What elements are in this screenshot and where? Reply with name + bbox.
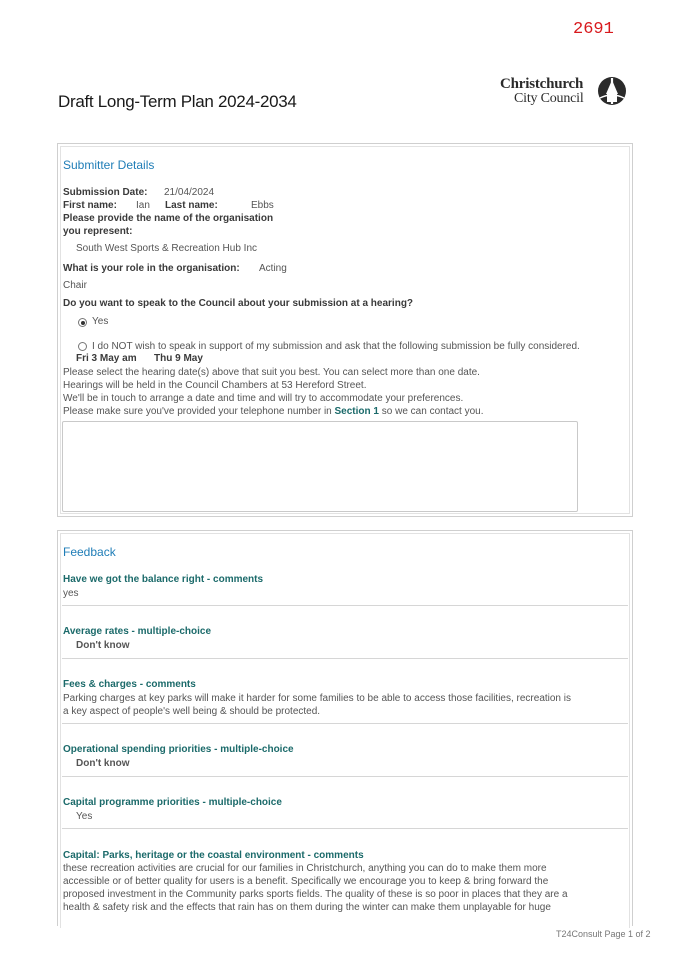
feedback-answer-capital-parks-line2: accessible or of better quality for users is a benefit. Specifically we encourage you to keep & bring forward the <box>63 876 549 887</box>
info4-post: so we can contact you. <box>378 406 484 417</box>
submitter-details-panel <box>57 143 633 517</box>
hearing-yes-radio[interactable] <box>78 318 87 327</box>
hearing-info-3: We'll be in touch to arrange a date and time and will try to accommodate your preferences. <box>63 393 464 404</box>
hearing-no-radio[interactable] <box>78 342 87 351</box>
hearing-no-label: I do NOT wish to speak in support of my submission and ask that the following submission be fully considered. <box>92 341 580 352</box>
divider <box>62 605 628 606</box>
hearing-date-2: Thu 9 May <box>154 353 203 364</box>
feedback-answer-capital-parks-line1: these recreation activities are crucial for our families in Christchurch, anything you can do to make them more <box>63 863 547 874</box>
organisation-question-line1: Please provide the name of the organisation <box>63 213 274 224</box>
divider <box>62 723 628 724</box>
council-logo <box>500 76 630 108</box>
feedback-answer-fees-line2: a key aspect of people's well being & should be protected. <box>63 706 321 717</box>
organisation-value: South West Sports & Recreation Hub Inc <box>76 243 258 254</box>
document-number: 2691 <box>573 20 614 39</box>
logo-line1: Christchurch <box>500 76 584 92</box>
feedback-answer-average-rates: Don't know <box>76 640 130 651</box>
feedback-panel <box>57 530 633 926</box>
submission-date-value: 21/04/2024 <box>164 187 215 198</box>
page-footer: T24Consult Page 1 of 2 <box>556 929 651 939</box>
hearing-comments-textarea[interactable] <box>62 421 578 512</box>
role-value-line1: Acting <box>259 263 287 274</box>
organisation-question-line2: you represent: <box>63 226 133 237</box>
feedback-answer-operational: Don't know <box>76 758 130 769</box>
section-1-link[interactable]: Section 1 <box>334 406 379 417</box>
feedback-answer-capital-parks-line4: health & safety risk and the effects that rain has on them during the winter can make them unplayable for huge <box>63 902 551 913</box>
hearing-info-2: Hearings will be held in the Council Chambers at 53 Hereford Street. <box>63 380 367 391</box>
first-name-label: First name: <box>63 200 117 211</box>
hearing-yes-label: Yes <box>92 316 109 327</box>
feedback-question-average-rates: Average rates - multiple-choice <box>63 626 212 637</box>
hearing-question: Do you want to speak to the Council about your submission at a hearing? <box>63 298 414 309</box>
feedback-answer-capital-programme: Yes <box>76 811 93 822</box>
logo-line2: City Council <box>514 91 584 106</box>
cathedral-icon <box>596 76 628 106</box>
first-name-value: Ian <box>136 200 150 211</box>
submission-date-label: Submission Date: <box>63 187 148 198</box>
last-name-value: Ebbs <box>251 200 274 211</box>
feedback-question-operational: Operational spending priorities - multiple-choice <box>63 744 294 755</box>
hearing-info-4 <box>63 406 484 418</box>
divider <box>62 828 628 829</box>
page-title: Draft Long-Term Plan 2024-2034 <box>58 92 297 111</box>
feedback-question-fees: Fees & charges - comments <box>63 679 196 690</box>
submitter-section-title: Submitter Details <box>63 158 155 172</box>
hearing-info-1: Please select the hearing date(s) above that suit you best. You can select more than one date. <box>63 367 480 378</box>
feedback-question-balance: Have we got the balance right - comments <box>63 574 264 585</box>
feedback-answer-capital-parks-line3: proposed investment in the Community parks sports fields. The quality of these is so poor in places that they are a <box>63 889 568 900</box>
last-name-label: Last name: <box>165 200 218 211</box>
role-question: What is your role in the organisation: <box>63 263 240 274</box>
feedback-answer-fees-line1: Parking charges at key parks will make it harder for some families to be able to access those facilities, recreation is <box>63 693 571 704</box>
divider <box>62 658 628 659</box>
feedback-section-title: Feedback <box>63 545 116 559</box>
role-value-line2: Chair <box>63 280 87 291</box>
info4-pre: Please make sure you've provided your telephone number in <box>63 406 335 417</box>
divider <box>62 776 628 777</box>
feedback-answer-balance: yes <box>63 588 79 599</box>
feedback-question-capital-parks: Capital: Parks, heritage or the coastal environment - comments <box>63 850 364 861</box>
feedback-question-capital-programme: Capital programme priorities - multiple-choice <box>63 797 282 808</box>
hearing-date-1: Fri 3 May am <box>76 353 137 364</box>
